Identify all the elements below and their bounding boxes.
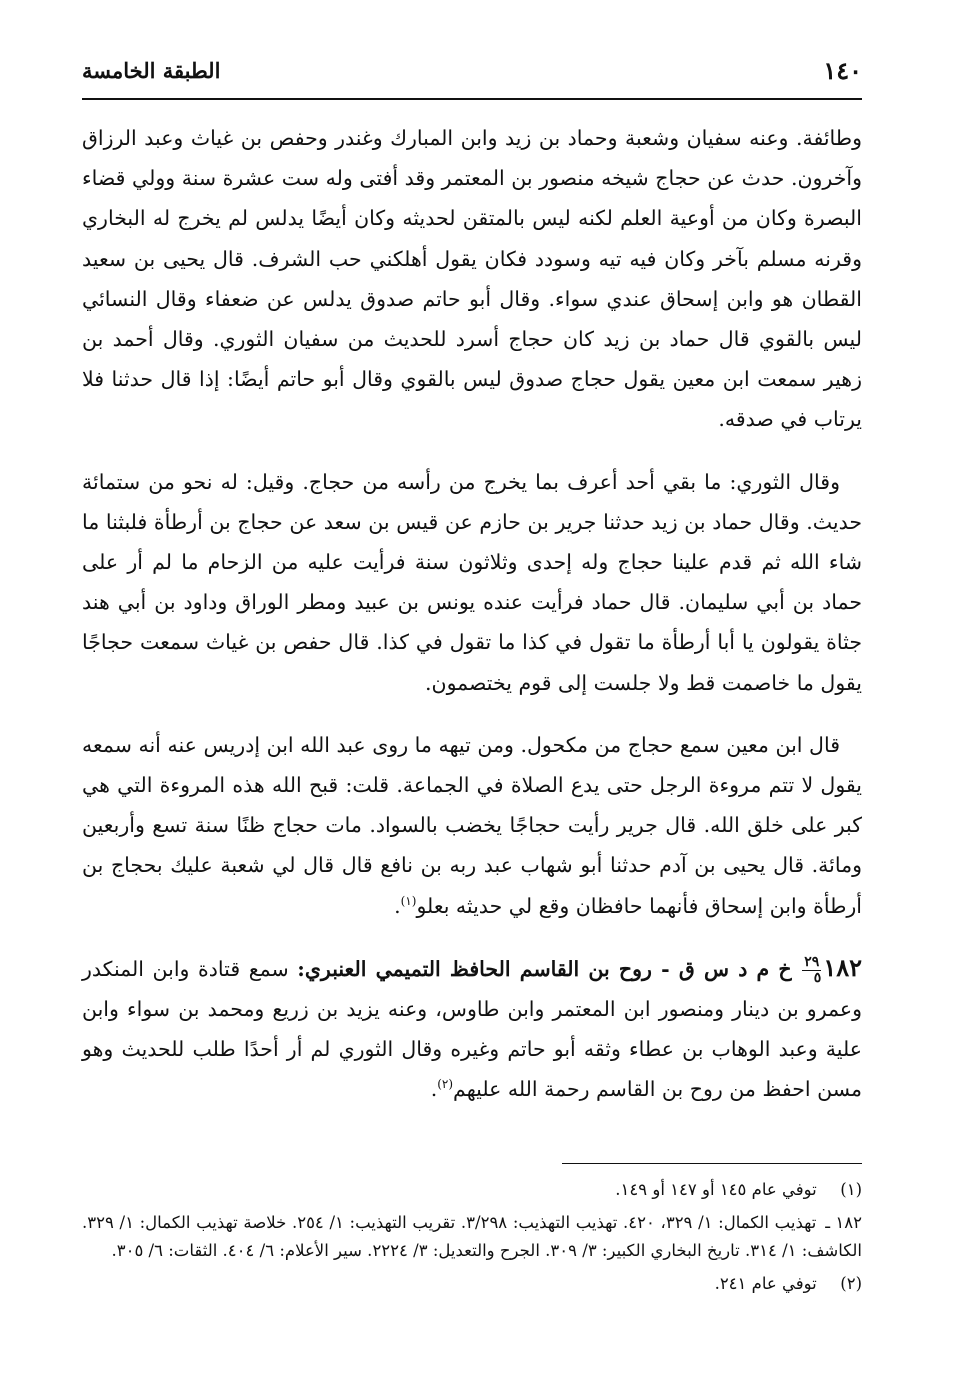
entry-fraction (802, 955, 821, 986)
entry-text: سمع قتادة وابن المنكدر وعمرو بن دينار ومنصور ابن المعتمر وابن طاوس، وعنه يزيد بن زريع ومحمد بن سواء وابن علية وعبد الوهاب بن عطاء وثقه أبو حاتم وغيره وقال الثوري لم أر أحدًا طلب للحديث وهو مسن احفظ من روح بن القاسم رحمة الله عليهم (82, 956, 862, 1102)
entry-end: . (430, 1077, 438, 1102)
fraction-denominator: ٥ (813, 969, 822, 986)
footnote-item (82, 1209, 862, 1266)
page-header (82, 56, 862, 90)
paragraph-2: وقال الثوري: ما بقي أحد أعرف بما يخرج من رأسه من حجاج. وقيل: له نحو من ستمائة حديث. وقال حماد بن زيد حدثنا جرير بن حازم عن قيس بن سعد عن حجاج بن أرطأة فلبثنا ما شاء الله ثم قدم علينا حجاج وله إحدى وثلاثون سنة فرأيت عليه من الزحام ما لم أر على حماد بن أبي سليمان. قال حماد فرأيت عنده يونس بن عبيد ومطر الوراق وداود بن أبي هند جثاة يقولون يا أبا أرطأة ما تقول في كذا ما تقول في كذا. قال حفص بن غياث سمعت حجاجًا يقول ما خاصمت قط ولا جلست إلى قوم يختصمون. (82, 469, 862, 695)
entry-number: ١٨٢ (823, 952, 862, 982)
paragraph-3 (82, 725, 862, 926)
footnotes (82, 1176, 862, 1298)
paragraph-3-end: . (394, 893, 401, 918)
fraction-numerator: ٢٩ (804, 953, 820, 970)
footnote-ref-1: (١) (400, 893, 417, 908)
footnote-separator (562, 1163, 862, 1164)
footnote-text: توفي عام ١٤٥ أو ١٤٧ أو ١٤٩. (615, 1180, 817, 1199)
footnote-label: (٢) (840, 1273, 862, 1293)
footnote-text: تهذيب الكمال: ١/ ٣٢٩، ٤٢٠. تهذيب التهذيب: ٣/٢٩٨. تقريب التهذيب: ١/ ٢٥٤. خلاصة تهذيب الكمال: ١/ ٣٢٩. الكاشف: ١/ ٣١٤. تاريخ البخاري الكبير: ٣/ ٣٠٩. الجرح والتعديل: ٣/ ٢٢٢٤. سير الأعلام: ٦/ ٤٠٤. الثقات: ٦/ ٣٠٥. (82, 1212, 862, 1260)
footnote-item (82, 1176, 862, 1205)
footnote-item (82, 1270, 862, 1299)
main-text (82, 118, 862, 1110)
footnote-label: ١٨٢ ـ (825, 1212, 862, 1232)
paragraph-3-text: قال ابن معين سمع حجاج من مكحول. ومن تيهه ما روى عبد الله ابن إدريس عنه أنه سمعه يقول لا تتم مروءة الرجل حتى يدع الصلاة في الجماعة. قلت: قبح الله هذه المروءة التي هي كبر على خلق الله. قال جرير رأيت حجاجًا يخضب بالسواد. مات حجاج ظنًا سنة تسع وأربعين ومائة. قال يحيى بن آدم حدثنا أبو شهاب عبد ربه بن نافع قال قال لي شعبة عليك بحجاج بن أرطأة وابن إسحاق فأنهما حافظان وقع لي حديثه بعلو (82, 732, 862, 918)
entry-heading: خ م د س ق - روح بن القاسم الحافظ التميمي العنبري: (297, 956, 792, 981)
footnote-ref-2: (٢) (437, 1077, 454, 1092)
page-number: ١٤٠ (823, 56, 862, 85)
running-title: الطبقة الخامسة (82, 58, 221, 83)
footnote-label: (١) (840, 1180, 862, 1199)
header-rule (82, 98, 862, 100)
biography-entry-182 (82, 948, 862, 1110)
footnote-text: توفي عام ٢٤١. (714, 1273, 817, 1293)
paragraph-1: وطائفة. وعنه سفيان وشعبة وحماد بن زيد وابن المبارك وغندر وحفص بن غياث وعبد الرزاق وآخرون. حدث عن حجاج شيخه منصور بن المعتمر وقد أفتى وله ست عشرة سنة وولي قضاء البصرة وكان من أوعية العلم لكنه ليس بالمتقن لحديثه وكان أيضًا يدلس لم يخرج له البخاري وقرنه مسلم بآخر وكان فيه تيه وسودد فكان يقول أهلكني حب الشرف. قال يحيى بن سعيد القطان هو وابن إسحاق عندي سواء. وقال أبو حاتم صدوق يدلس عن ضعفاء وقال النسائي ليس بالقوي قال حماد بن زيد كان حجاج أسرد للحديث من سفيان الثوري. وقال أحمد بن زهير سمعت ابن معين يقول حجاج صدوق ليس بالقوي وقال أبو حاتم أيضًا: إذا قال حدثنا فلا يرتاب في صدقه. (82, 126, 862, 432)
